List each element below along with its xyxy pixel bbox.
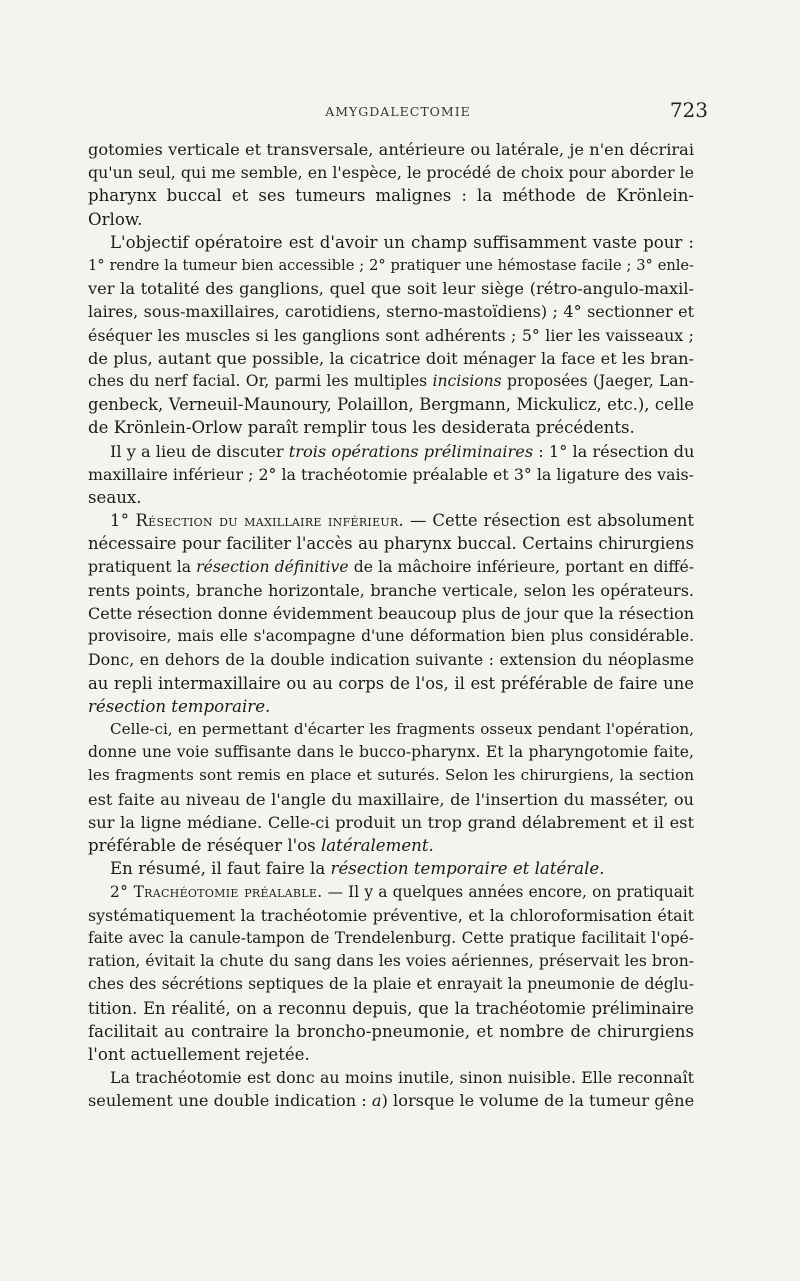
italic-text: a (371, 1091, 382, 1111)
text-line: Orlow. (88, 209, 143, 229)
text-line: tition. En réalité, on a reconnu depuis, que la trachéotomie préliminaire (88, 998, 694, 1018)
text-run: ) lorsque le volume de la tumeur gêne (381, 1091, 695, 1111)
text-line: les fragments sont remis en place et suturés. Selon les chirurgiens, la section (88, 766, 694, 785)
running-header (88, 98, 708, 128)
text-line: La trachéotomie est donc au moins inutile, sinon nuisible. Elle reconnaît (110, 1068, 694, 1088)
text-line: laires, sous-maxillaires, carotidiens, sterno-mastoïdiens) ; 4° sectionner et (88, 302, 694, 322)
italic-text: incisions (432, 372, 502, 391)
text-run: pratiquent la (88, 557, 197, 576)
paragraph (88, 440, 694, 510)
text-line (88, 1089, 694, 1112)
text-line: provisoire, mais elle s'acompagne d'une déformation bien plus considérable. (88, 627, 694, 646)
text-line: Cette résection donne évidemment beaucoup plus de jour que la résection (88, 604, 694, 624)
text-line: au repli intermaxillaire ou au corps de l'os, il est préférable de faire une (88, 673, 694, 693)
body-text (88, 138, 694, 1113)
text-run: Il y a lieu de discuter (110, 441, 289, 461)
text-run: seulement une double indication : (88, 1091, 372, 1111)
text-line (88, 695, 694, 718)
text-run: proposées (Jaeger, Lan- (501, 372, 694, 391)
italic-text: résection temporaire et latérale. (330, 859, 605, 879)
text-line: 1° rendre la tumeur bien accessible ; 2° pratiquer une hémostase facile ; 3° enle- (88, 257, 694, 275)
paragraph (88, 1066, 694, 1112)
text-run: En résumé, il faut faire la (110, 859, 331, 879)
text-line: pharynx buccal et ses tumeurs malignes : la méthode de Krönlein- (88, 186, 694, 206)
text-run: : 1° la résection du (533, 441, 695, 461)
text-line: est faite au niveau de l'angle du maxillaire, de l'insertion du masséter, ou (88, 789, 694, 809)
text-line (88, 556, 694, 579)
text-run: ches du nerf facial. Or, parmi les multiples (88, 372, 433, 391)
text-line: sur la ligne médiane. Celle-ci produit un trop grand délabrement et il est (88, 812, 694, 832)
italic-text: latéralement. (320, 836, 434, 856)
text-line (88, 881, 694, 904)
italic-text: résection temporaire. (88, 696, 271, 716)
text-run: — Il y a quelques années encore, on pratiquait (322, 882, 694, 901)
text-line: donne une voie suffisante dans le bucco-pharynx. Et la pharyngotomie faite, (88, 743, 694, 762)
text-line: genbeck, Verneuil-Maunoury, Polaillon, Bergmann, Mickulicz, etc.), celle (88, 395, 694, 415)
text-line: rents points, branche horizontale, branche verticale, selon les opérateurs. (88, 580, 694, 600)
text-line: Donc, en dehors de la double indication suivante : extension du néoplasme (88, 650, 694, 670)
text-line: ration, évitait la chute du sang dans les voies aériennes, préservait les bron- (88, 952, 694, 971)
text-line: Celle-ci, en permettant d'écarter les fragments osseux pendant l'opération, (110, 720, 694, 739)
text-line: éséquer les muscles si les ganglions sont adhérents ; 5° lier les vaisseaux ; (88, 325, 694, 345)
paragraph (88, 881, 694, 1067)
text-run: préférable de réséquer l'os (88, 836, 321, 856)
text-line: systématiquement la trachéotomie préventive, et la chloroformisation était (88, 905, 694, 925)
italic-text: trois opérations préliminaires (288, 441, 534, 461)
text-line: l'ont actuellement rejetée. (88, 1044, 310, 1064)
text-line: nécessaire pour faciliter l'accès au pharynx buccal. Certains chirurgiens (88, 534, 694, 554)
text-line: de Krönlein-Orlow paraît remplir tous les desiderata précédents. (88, 418, 635, 438)
text-line: qu'un seul, qui me semble, en l'espèce, le procédé de choix pour aborder le (88, 163, 694, 183)
text-line: gotomies verticale et transversale, antérieure ou latérale, je n'en décrirai (88, 140, 694, 159)
text-line: faite avec la canule-tampon de Trendelenburg. Cette pratique facilitait l'opé- (88, 928, 694, 947)
running-title: AMYGDALECTOMIE (325, 104, 471, 119)
paragraph (88, 138, 694, 231)
text-line: ver la totalité des ganglions, quel que soit leur siège (rétro-angulo-maxil- (88, 279, 694, 299)
text-line (88, 834, 694, 857)
page-number: 723 (669, 98, 708, 122)
text-line (88, 370, 694, 393)
paragraph (88, 857, 694, 880)
section-heading: 2° Trachéotomie préalable. (110, 882, 323, 901)
text-line: L'objectif opératoire est d'avoir un champ suffisamment vaste pour : (110, 232, 694, 252)
text-line (88, 857, 694, 880)
text-line: seaux. (88, 488, 142, 508)
section-heading: 1° Résection du maxillaire inférieur. (110, 511, 405, 531)
text-line: ches des sécrétions septiques de la plaie et enrayait la pneumonie de déglu- (88, 975, 694, 994)
italic-text: résection définitive (196, 557, 349, 576)
text-run: de la mâchoire inférieure, portant en diffé- (348, 557, 694, 576)
text-run: — Cette résection est absolument (404, 511, 695, 531)
paragraph (88, 509, 694, 718)
text-line: facilitait au contraire la broncho-pneumonie, et nombre de chirurgiens (88, 1021, 694, 1041)
text-line (88, 509, 694, 532)
text-line: de plus, autant que possible, la cicatrice doit ménager la face et les bran- (88, 348, 694, 368)
paragraph (88, 231, 694, 440)
text-line (88, 440, 694, 463)
paragraph (88, 718, 694, 857)
text-line: maxillaire inférieur ; 2° la trachéotomie préalable et 3° la ligature des vais- (88, 464, 694, 484)
